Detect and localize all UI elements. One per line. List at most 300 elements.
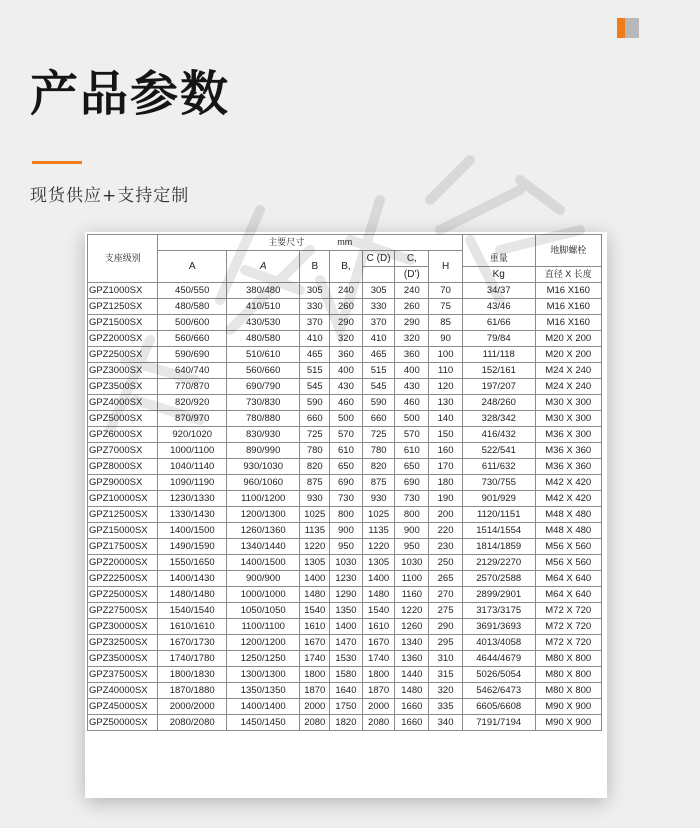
table-cell: 1260/1360	[226, 523, 300, 539]
table-cell: 1160	[395, 587, 429, 603]
page-subtitle: 现货供应+支持定制	[30, 186, 190, 206]
table-cell: 1490/1590	[158, 539, 226, 555]
table-cell: M42 X 420	[535, 491, 602, 507]
table-cell: 1740	[362, 651, 395, 667]
table-cell: 730	[330, 491, 363, 507]
title-accent-line	[32, 161, 82, 164]
header-weight: 重量	[462, 235, 535, 267]
table-cell: 1400/1500	[158, 523, 226, 539]
table-cell: GPZ20000SX	[88, 555, 158, 571]
table-cell: 640/740	[158, 363, 226, 379]
table-cell: 1610/1610	[158, 619, 226, 635]
table-cell: 1670	[300, 635, 330, 651]
table-cell: 1090/1190	[158, 475, 226, 491]
table-cell: 770/870	[158, 379, 226, 395]
table-cell: 1800/1830	[158, 667, 226, 683]
table-cell: GPZ4000SX	[88, 395, 158, 411]
table-cell: 85	[429, 315, 463, 331]
table-cell: 690	[330, 475, 363, 491]
table-cell: 725	[300, 427, 330, 443]
table-cell: GPZ50000SX	[88, 715, 158, 731]
table-cell: 2899/2901	[462, 587, 535, 603]
table-cell: 1400/1400	[226, 699, 300, 715]
table-cell: M24 X 240	[535, 363, 602, 379]
table-cell: 1820	[330, 715, 363, 731]
table-cell: 1350	[330, 603, 363, 619]
table-cell: M72 X 720	[535, 635, 602, 651]
table-cell: 870/970	[158, 411, 226, 427]
table-row	[88, 491, 602, 507]
table-cell: GPZ7000SX	[88, 443, 158, 459]
table-cell: M72 X 720	[535, 603, 602, 619]
table-cell: M56 X 560	[535, 555, 602, 571]
table-cell: 780	[362, 443, 395, 459]
table-cell: M72 X 720	[535, 619, 602, 635]
table-cell: 560/660	[226, 363, 300, 379]
table-row	[88, 699, 602, 715]
table-cell: 360	[395, 347, 429, 363]
table-cell: 570	[330, 427, 363, 443]
table-cell: 1480/1480	[158, 587, 226, 603]
table-cell: 380/480	[226, 283, 300, 299]
table-cell: GPZ6000SX	[88, 427, 158, 443]
table-cell: 150	[429, 427, 463, 443]
table-cell: 960/1060	[226, 475, 300, 491]
table-cell: 110	[429, 363, 463, 379]
table-cell: 240	[330, 283, 363, 299]
table-cell: 820	[362, 459, 395, 475]
table-cell: 100	[429, 347, 463, 363]
table-cell: 1025	[300, 507, 330, 523]
header-col-c1-d: (D')	[395, 267, 429, 283]
table-cell: 7191/7194	[462, 715, 535, 731]
table-cell: 4013/4058	[462, 635, 535, 651]
header-col-h: H	[429, 251, 463, 283]
table-cell: 1514/1554	[462, 523, 535, 539]
table-cell: M16 X160	[535, 299, 602, 315]
header-main-dimensions	[158, 235, 462, 251]
table-cell: 140	[429, 411, 463, 427]
table-cell: 5462/6473	[462, 683, 535, 699]
table-cell: 590	[362, 395, 395, 411]
header-col-c: C (D)	[362, 251, 395, 267]
table-cell: 1220	[362, 539, 395, 555]
header-bolt-sub: 直径 X 长度	[535, 267, 602, 283]
table-cell: 160	[429, 443, 463, 459]
table-cell: 416/432	[462, 427, 535, 443]
table-cell: M56 X 560	[535, 539, 602, 555]
table-cell: 1400	[300, 571, 330, 587]
table-cell: 111/118	[462, 347, 535, 363]
table-cell: 152/161	[462, 363, 535, 379]
table-cell: 800	[330, 507, 363, 523]
table-cell: 1220	[395, 603, 429, 619]
table-cell: 2000	[362, 699, 395, 715]
table-cell: 6605/6608	[462, 699, 535, 715]
table-cell: GPZ17500SX	[88, 539, 158, 555]
table-cell: 170	[429, 459, 463, 475]
table-cell: 1610	[362, 619, 395, 635]
table-cell: M64 X 640	[535, 587, 602, 603]
table-cell: 1200/1200	[226, 635, 300, 651]
table-cell: 950	[330, 539, 363, 555]
table-cell: 545	[300, 379, 330, 395]
header-model: 支座级别	[88, 235, 158, 283]
table-row	[88, 331, 602, 347]
table-cell: 465	[300, 347, 330, 363]
table-cell: 1450/1450	[226, 715, 300, 731]
table-cell: 1480	[362, 587, 395, 603]
table-cell: 240	[395, 283, 429, 299]
table-cell: 450/550	[158, 283, 226, 299]
table-cell: M80 X 800	[535, 651, 602, 667]
table-cell: 1305	[362, 555, 395, 571]
table-cell: 920/1020	[158, 427, 226, 443]
table-row	[88, 411, 602, 427]
table-cell: 1440	[395, 667, 429, 683]
table-cell: 820	[300, 459, 330, 475]
table-cell: GPZ35000SX	[88, 651, 158, 667]
table-cell: 730	[395, 491, 429, 507]
table-cell: 1870	[362, 683, 395, 699]
table-cell: 197/207	[462, 379, 535, 395]
table-cell: 1540	[362, 603, 395, 619]
table-cell: GPZ5000SX	[88, 411, 158, 427]
table-cell: 590	[300, 395, 330, 411]
table-cell: 1660	[395, 699, 429, 715]
table-cell: GPZ1500SX	[88, 315, 158, 331]
header-col-a-italic: A	[226, 251, 300, 283]
table-cell: 2129/2270	[462, 555, 535, 571]
table-row	[88, 507, 602, 523]
table-cell: 545	[362, 379, 395, 395]
table-cell: GPZ27500SX	[88, 603, 158, 619]
table-cell: 1300/1300	[226, 667, 300, 683]
table-cell: 340	[429, 715, 463, 731]
table-cell: 515	[362, 363, 395, 379]
table-row	[88, 715, 602, 731]
table-row	[88, 475, 602, 491]
table-cell: 265	[429, 571, 463, 587]
table-cell: 250	[429, 555, 463, 571]
table-cell: 2000/2000	[158, 699, 226, 715]
table-cell: 1360	[395, 651, 429, 667]
table-cell: 180	[429, 475, 463, 491]
table-cell: 248/260	[462, 395, 535, 411]
header-col-a: A	[158, 251, 226, 283]
table-cell: 465	[362, 347, 395, 363]
table-cell: 1660	[395, 715, 429, 731]
table-cell: 610	[395, 443, 429, 459]
table-cell: GPZ1250SX	[88, 299, 158, 315]
table-cell: 610	[330, 443, 363, 459]
table-cell: 1400	[362, 571, 395, 587]
table-cell: 1640	[330, 683, 363, 699]
table-cell: 410	[300, 331, 330, 347]
table-cell: 830/930	[226, 427, 300, 443]
table-cell: 1250/1250	[226, 651, 300, 667]
table-cell: 430	[395, 379, 429, 395]
table-cell: GPZ40000SX	[88, 683, 158, 699]
table-cell: 1100	[395, 571, 429, 587]
table-cell: 650	[395, 459, 429, 475]
table-cell: 34/37	[462, 283, 535, 299]
table-cell: 1230	[330, 571, 363, 587]
table-cell: 950	[395, 539, 429, 555]
table-row	[88, 667, 602, 683]
table-cell: 1400	[330, 619, 363, 635]
table-cell: 310	[429, 651, 463, 667]
table-cell: 61/66	[462, 315, 535, 331]
table-cell: 2080/2080	[158, 715, 226, 731]
table-cell: 430	[330, 379, 363, 395]
table-cell: 650	[330, 459, 363, 475]
table-cell: 1800	[362, 667, 395, 683]
table-cell: 230	[429, 539, 463, 555]
table-row	[88, 379, 602, 395]
table-cell: 90	[429, 331, 463, 347]
table-cell: 1470	[330, 635, 363, 651]
table-cell: 725	[362, 427, 395, 443]
table-cell: 330	[362, 299, 395, 315]
table-cell: M90 X 900	[535, 699, 602, 715]
table-row	[88, 299, 602, 315]
table-cell: 780/880	[226, 411, 300, 427]
table-cell: 1400/1430	[158, 571, 226, 587]
table-cell: 1305	[300, 555, 330, 571]
table-cell: M20 X 200	[535, 331, 602, 347]
table-cell: 1870/1880	[158, 683, 226, 699]
table-row	[88, 619, 602, 635]
table-cell: 730/755	[462, 475, 535, 491]
header-weight-unit: Kg	[462, 267, 535, 283]
header-bolt: 地脚螺栓	[535, 235, 602, 267]
header-main-dim-label: 主要尺寸	[268, 237, 305, 247]
table-cell: 43/46	[462, 299, 535, 315]
table-cell: 130	[429, 395, 463, 411]
table-cell: 900	[395, 523, 429, 539]
table-cell: 480/580	[226, 331, 300, 347]
table-cell: 875	[362, 475, 395, 491]
table-row	[88, 363, 602, 379]
table-row	[88, 571, 602, 587]
table-cell: 522/541	[462, 443, 535, 459]
table-cell: 410/510	[226, 299, 300, 315]
table-row	[88, 603, 602, 619]
table-cell: 1670/1730	[158, 635, 226, 651]
table-cell: 690/790	[226, 379, 300, 395]
table-cell: GPZ25000SX	[88, 587, 158, 603]
table-cell: 400	[395, 363, 429, 379]
table-row	[88, 635, 602, 651]
table-cell: 1000/1000	[226, 587, 300, 603]
table-cell: 120	[429, 379, 463, 395]
table-cell: 1260	[395, 619, 429, 635]
table-cell: 220	[429, 523, 463, 539]
table-cell: 2000	[300, 699, 330, 715]
table-cell: 328/342	[462, 411, 535, 427]
table-cell: GPZ2000SX	[88, 331, 158, 347]
table-cell: 305	[362, 283, 395, 299]
table-cell: 1040/1140	[158, 459, 226, 475]
table-cell: 800	[395, 507, 429, 523]
table-cell: 275	[429, 603, 463, 619]
table-row	[88, 587, 602, 603]
table-cell: GPZ37500SX	[88, 667, 158, 683]
table-cell: M16 X160	[535, 283, 602, 299]
table-cell: 1330/1430	[158, 507, 226, 523]
header-col-b1: B,	[330, 251, 363, 283]
table-cell: GPZ12500SX	[88, 507, 158, 523]
table-cell: 1000/1100	[158, 443, 226, 459]
table-cell: 1120/1151	[462, 507, 535, 523]
table-cell: 79/84	[462, 331, 535, 347]
table-cell: 4644/4679	[462, 651, 535, 667]
table-cell: 2570/2588	[462, 571, 535, 587]
table-cell: 260	[395, 299, 429, 315]
table-cell: 900	[330, 523, 363, 539]
table-cell: 335	[429, 699, 463, 715]
table-cell: 1870	[300, 683, 330, 699]
table-cell: 1610	[300, 619, 330, 635]
page-title: 产品参数	[30, 66, 231, 122]
table-cell: 1800	[300, 667, 330, 683]
table-cell: 400	[330, 363, 363, 379]
table-cell: 660	[300, 411, 330, 427]
table-cell: GPZ1000SX	[88, 283, 158, 299]
table-cell: 370	[300, 315, 330, 331]
table-cell: M36 X 360	[535, 459, 602, 475]
table-cell: 500/600	[158, 315, 226, 331]
table-cell: 320	[429, 683, 463, 699]
table-cell: 290	[429, 619, 463, 635]
table-cell: 1340/1440	[226, 539, 300, 555]
table-cell: 1480	[395, 683, 429, 699]
table-cell: GPZ2500SX	[88, 347, 158, 363]
table-cell: M48 X 480	[535, 523, 602, 539]
table-cell: 590/690	[158, 347, 226, 363]
table-cell: 510/610	[226, 347, 300, 363]
table-cell: 901/929	[462, 491, 535, 507]
table-row	[88, 283, 602, 299]
table-cell: M36 X 300	[535, 427, 602, 443]
table-cell: 1200/1300	[226, 507, 300, 523]
table-cell: 660	[362, 411, 395, 427]
table-row	[88, 395, 602, 411]
table-cell: 270	[429, 587, 463, 603]
table-row	[88, 683, 602, 699]
table-cell: 611/632	[462, 459, 535, 475]
table-cell: M42 X 420	[535, 475, 602, 491]
table-cell: 290	[330, 315, 363, 331]
table-cell: 1030	[330, 555, 363, 571]
table-cell: M30 X 300	[535, 395, 602, 411]
table-row	[88, 427, 602, 443]
table-cell: GPZ32500SX	[88, 635, 158, 651]
header-col-c1: C,	[395, 251, 429, 267]
table-cell: M20 X 200	[535, 347, 602, 363]
table-cell: 305	[300, 283, 330, 299]
table-cell: 1480	[300, 587, 330, 603]
corner-mark	[617, 18, 639, 38]
table-cell: 690	[395, 475, 429, 491]
table-cell: GPZ15000SX	[88, 523, 158, 539]
table-cell: 1750	[330, 699, 363, 715]
table-cell: 1350/1350	[226, 683, 300, 699]
table-cell: 560/660	[158, 331, 226, 347]
table-cell: 75	[429, 299, 463, 315]
table-cell: 730/830	[226, 395, 300, 411]
table-cell: 1100/1200	[226, 491, 300, 507]
table-cell: GPZ3500SX	[88, 379, 158, 395]
table-cell: 320	[395, 331, 429, 347]
table-cell: 315	[429, 667, 463, 683]
table-cell: M36 X 360	[535, 443, 602, 459]
table-cell: 1050/1050	[226, 603, 300, 619]
table-cell: 1540/1540	[158, 603, 226, 619]
header-col-c-empty	[362, 267, 395, 283]
table-cell: 1530	[330, 651, 363, 667]
table-cell: 1740	[300, 651, 330, 667]
table-cell: M90 X 900	[535, 715, 602, 731]
corner-mark-gray	[625, 18, 639, 38]
table-row	[88, 443, 602, 459]
table-cell: 370	[362, 315, 395, 331]
table-cell: GPZ22500SX	[88, 571, 158, 587]
table-cell: 1540	[300, 603, 330, 619]
table-cell: M16 X160	[535, 315, 602, 331]
spec-sheet	[85, 232, 607, 798]
table-cell: 70	[429, 283, 463, 299]
table-cell: 1400/1500	[226, 555, 300, 571]
table-cell: 1580	[330, 667, 363, 683]
table-row	[88, 459, 602, 475]
table-cell: 3691/3693	[462, 619, 535, 635]
table-cell: 2080	[362, 715, 395, 731]
table-cell: GPZ3000SX	[88, 363, 158, 379]
table-cell: 1030	[395, 555, 429, 571]
table-cell: M30 X 300	[535, 411, 602, 427]
table-cell: 260	[330, 299, 363, 315]
table-cell: 1220	[300, 539, 330, 555]
table-cell: M48 X 480	[535, 507, 602, 523]
table-cell: 480/580	[158, 299, 226, 315]
table-cell: 1025	[362, 507, 395, 523]
table-cell: 930/1030	[226, 459, 300, 475]
spec-table	[87, 234, 602, 731]
table-row	[88, 651, 602, 667]
table-cell: 930	[300, 491, 330, 507]
table-cell: 5026/5054	[462, 667, 535, 683]
table-cell: 890/990	[226, 443, 300, 459]
table-cell: M80 X 800	[535, 683, 602, 699]
table-cell: 295	[429, 635, 463, 651]
table-cell: 3173/3175	[462, 603, 535, 619]
table-cell: 1135	[300, 523, 330, 539]
table-cell: 1340	[395, 635, 429, 651]
table-cell: 570	[395, 427, 429, 443]
table-cell: 1290	[330, 587, 363, 603]
table-row	[88, 315, 602, 331]
table-cell: GPZ9000SX	[88, 475, 158, 491]
table-cell: 780	[300, 443, 330, 459]
header-unit: mm	[337, 237, 353, 247]
table-row	[88, 555, 602, 571]
table-cell: GPZ45000SX	[88, 699, 158, 715]
table-cell: M80 X 800	[535, 667, 602, 683]
table-cell: 360	[330, 347, 363, 363]
table-cell: 430/530	[226, 315, 300, 331]
